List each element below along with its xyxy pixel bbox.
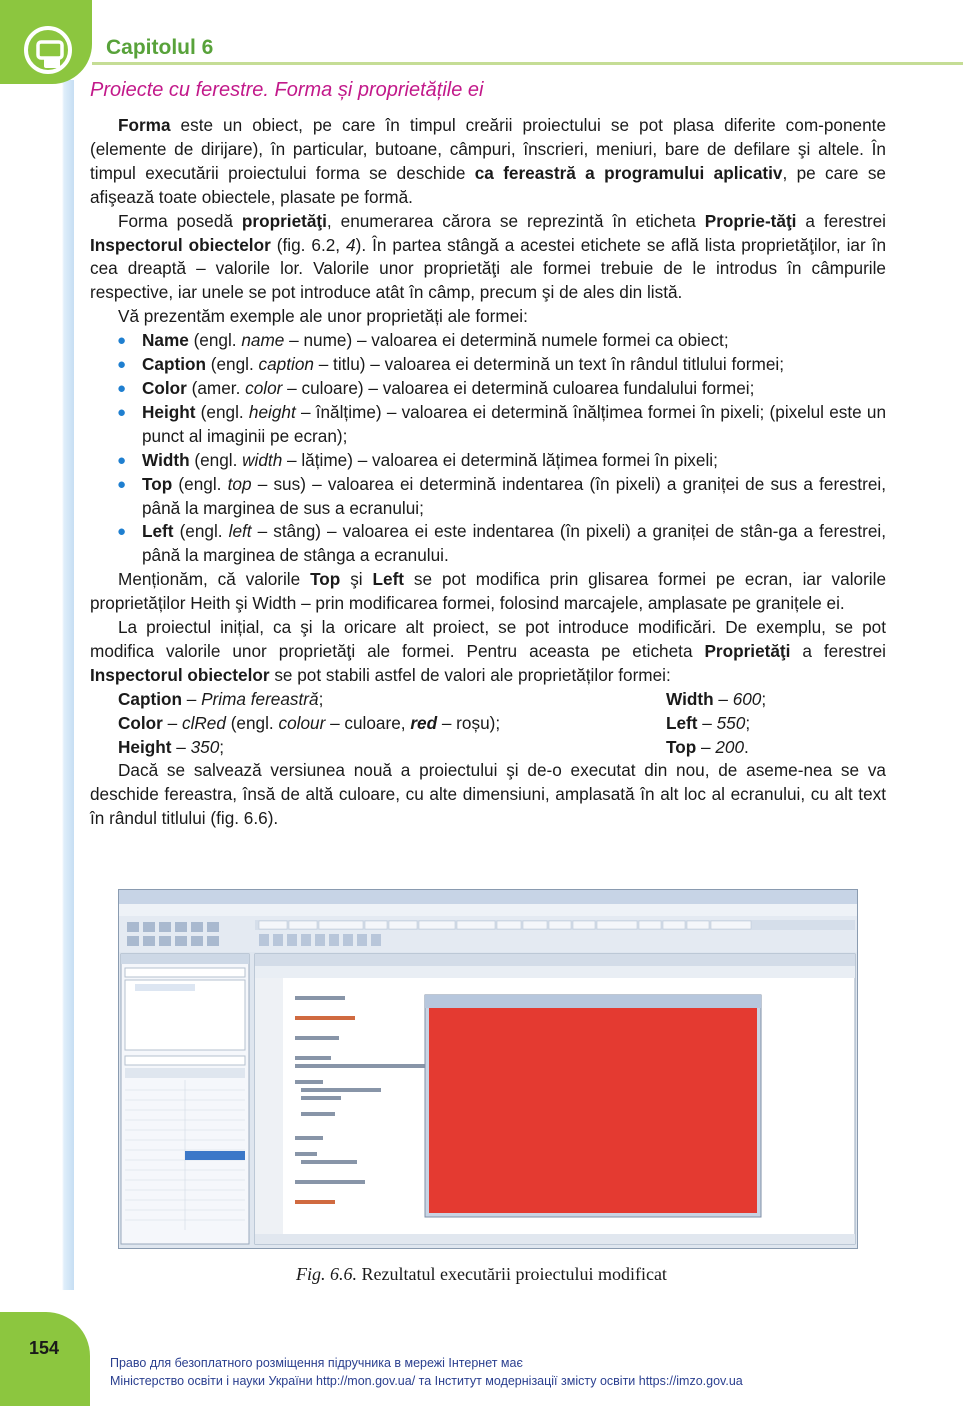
- text: left: [228, 521, 252, 542]
- list-item: [90, 329, 886, 353]
- text: Menționăm, că valorile: [118, 569, 311, 590]
- term: Top: [310, 569, 341, 590]
- paragraph-6: Dacă se salvează versiunea nouă a proiectului şi de-o executat din nou, de aseme-nea se va deschide fereastra, însă de altă culoare, cu alte dimensiuni, amplasată în alt loc al ecranului, cu alt text în rândul titlului (fig. 6.6).: [90, 760, 886, 829]
- term: Color: [142, 377, 187, 398]
- text: – roșu);: [437, 712, 501, 733]
- text: – nume) – valoarea ei determină numele formei ca obiect;: [284, 330, 729, 351]
- text: (amer.: [186, 377, 246, 398]
- term: proprietăţi: [241, 210, 327, 231]
- text: colour: [278, 712, 326, 733]
- term: Forma: [118, 115, 171, 135]
- text: Forma posedă: [118, 210, 242, 231]
- bullet-icon: ●: [117, 523, 127, 541]
- figure-caption: [0, 1264, 963, 1285]
- body-text: [90, 114, 886, 831]
- list-item: [90, 473, 886, 521]
- caption-text: Rezultatul executării proiectului modificat: [357, 1264, 667, 1284]
- text: şi: [340, 569, 373, 590]
- paragraph-1: [90, 114, 886, 210]
- table-cell: Caption – Prima fereastră;: [118, 688, 324, 709]
- text: color: [245, 377, 283, 398]
- term: Inspectorul obiectelor: [90, 234, 271, 255]
- bullet-icon: ●: [117, 475, 127, 493]
- text: – titlu) – valoarea ei determină un text în rândul titlului formei;: [313, 354, 784, 375]
- term: Width: [142, 449, 190, 470]
- properties-list: [90, 329, 886, 568]
- list-item: [90, 377, 886, 401]
- text: red: [410, 712, 438, 733]
- text: se pot stabili astfel de valori ale proprietăților formei:: [269, 664, 671, 685]
- chapter-title: Capitolul 6: [106, 36, 214, 59]
- footer-line-1: Право для безоплатного розміщення підручника в мережі Інтернет має: [110, 1356, 523, 1370]
- text: – culoare,: [325, 712, 411, 733]
- property-name: Top: [666, 736, 697, 757]
- text: width: [242, 449, 283, 470]
- text: , enumerarea cărora se reprezintă în eticheta: [326, 210, 705, 231]
- section-title: Proiecte cu ferestre. Forma și proprietățile ei: [90, 79, 484, 101]
- page-side-band: [0, 80, 74, 1290]
- property-name: Left: [666, 712, 698, 733]
- table-cell: Top – 200.: [666, 736, 749, 757]
- paragraph-3: Vă prezentăm exemple ale unor proprietăți ale formei:: [118, 306, 528, 327]
- caption-label: Fig. 6.6.: [296, 1264, 358, 1284]
- list-item: [90, 520, 886, 568]
- paragraph-2: [90, 210, 886, 306]
- property-value: clRed: [181, 712, 226, 733]
- text: (engl.: [173, 521, 229, 542]
- list-item: [90, 449, 886, 473]
- table-row: [90, 736, 886, 760]
- text: (fig. 6.2,: [270, 234, 347, 255]
- page-number-tab: [0, 1312, 90, 1406]
- term: Caption: [142, 354, 206, 375]
- text: 4: [346, 234, 356, 255]
- text: , pe care se afişează toate obiectele, plasate pe formă.: [90, 162, 886, 207]
- bullet-icon: ●: [117, 379, 127, 397]
- table-row: [90, 688, 886, 712]
- property-name: Height: [118, 736, 172, 757]
- term: Height: [142, 401, 196, 422]
- text: – stâng) – valoarea ei este indentarea (în pixeli) a graniței de stân-ga a ferestrei, până la marginea de stânga a ecranului.: [142, 521, 886, 566]
- bullet-icon: ●: [117, 332, 127, 350]
- header-divider: [92, 62, 963, 65]
- text: a ferestrei: [790, 640, 886, 661]
- text: name: [241, 330, 285, 351]
- text: – înălțime) – valoarea ei determină înălțimea formei în pixeli; (pixelul este un punct al imaginii pe ecran);: [142, 401, 887, 446]
- chapter-tab: [0, 0, 92, 84]
- text: caption: [258, 354, 314, 375]
- table-cell: Left – 550;: [666, 712, 751, 733]
- computer-icon: [22, 24, 74, 76]
- term: Left: [142, 521, 174, 542]
- property-name: Caption: [118, 688, 182, 709]
- text: ). În partea stângă a acestei etichete se află lista proprietăţilor, iar în cea dreaptă – valorile lor. Valorile unor proprietăţi ale formei trebuie de le introdus în câmpurile respective, iar unele se pot introduce atât în câmp, precum şi de ales din listă.: [90, 234, 887, 303]
- text: – sus) – valoarea ei determină indentarea (în pixeli) a graniței de sus a ferestrei, până la marginea de sus a ecranului;: [142, 473, 886, 518]
- footer: [110, 1354, 743, 1390]
- term: Inspectorul obiectelor: [90, 664, 270, 685]
- term: ca fereastră a programului aplicativ: [474, 162, 783, 183]
- property-name: Width: [666, 688, 714, 709]
- text: se pot modifica prin glisarea formei pe ecran, iar valorile proprietăților Heith şi Width – prin modificarea formei, folosind marcajele, amplasate pe granițele ei.: [90, 569, 887, 614]
- paragraph-4: [90, 568, 886, 616]
- text: (engl.: [205, 354, 259, 375]
- property-value: 550: [716, 712, 746, 733]
- table-cell: Width – 600;: [666, 688, 767, 709]
- text: (engl.: [188, 330, 242, 351]
- text: este un obiect, pe care în timpul creării proiectului se pot plasa diferite com-ponente (elemente de dirijare), în particular, butoane, câmpuri, înscrieri, meniuri, bare de defilare şi altele. În timpul executării proiectului forma se deschide: [90, 115, 886, 183]
- term: Name: [142, 330, 189, 351]
- text: top: [227, 473, 252, 494]
- property-value: 200: [715, 736, 745, 757]
- list-item: [90, 353, 886, 377]
- ide-screenshot-picture: [119, 890, 857, 1248]
- term: Left: [372, 569, 405, 590]
- table-cell: Color – clRed (engl. colour – culoare, red – roșu);: [118, 712, 501, 733]
- paragraph-5: [90, 616, 886, 688]
- text: – lățime) – valoarea ei determină lățimea formei în pixeli;: [282, 449, 718, 470]
- text: La proiectul inițial, ca şi la oricare alt proiect, se pot introduce modificări. De exemplu, se pot modifica valorile unor proprietăţi ale formei. Pentru aceasta pe eticheta: [90, 617, 886, 661]
- property-value: 350: [190, 736, 220, 757]
- list-item: [90, 401, 886, 449]
- text: (engl.: [172, 473, 228, 494]
- table-cell: Height – 350;: [118, 736, 225, 757]
- figure-ide-screenshot: [118, 889, 858, 1249]
- bullet-icon: ●: [117, 451, 127, 469]
- text: (engl.: [195, 401, 249, 422]
- property-value: 600: [732, 688, 762, 709]
- property-value: Prima fereastră: [201, 688, 319, 709]
- table-row: [90, 712, 886, 736]
- term: Proprie-tăţi: [704, 210, 797, 231]
- text: height: [248, 401, 296, 422]
- property-name: Color: [118, 712, 163, 733]
- property-values-table: [90, 688, 886, 760]
- bullet-icon: ●: [117, 403, 127, 421]
- text: (engl.: [225, 712, 279, 733]
- term: Top: [142, 473, 173, 494]
- text: – culoare) – valoarea ei determină culoarea fundalului formei;: [282, 377, 755, 398]
- text: (engl.: [189, 449, 243, 470]
- term: Proprietăţi: [704, 640, 791, 661]
- page-number: 154: [28, 1338, 60, 1358]
- footer-line-2: Міністерство освіти і науки України http://mon.gov.ua/ та Інститут модернізації змісту освіти https://imzo.gov.ua: [110, 1374, 743, 1388]
- bullet-icon: ●: [117, 356, 127, 374]
- text: a ferestrei: [796, 210, 886, 231]
